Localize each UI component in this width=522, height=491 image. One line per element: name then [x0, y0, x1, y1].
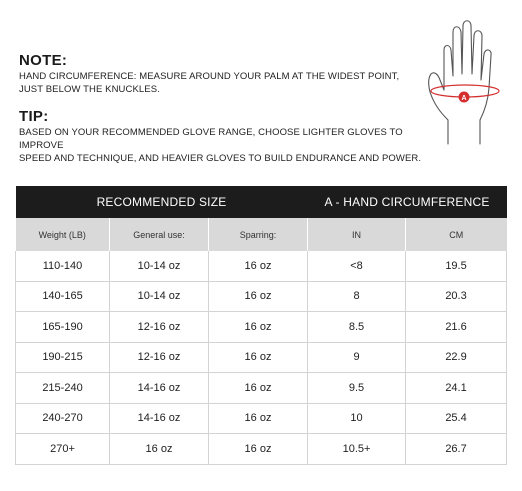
- table-row: [16, 281, 507, 312]
- in-cell: <8: [308, 251, 406, 281]
- in-cell: 10: [308, 403, 406, 434]
- cm-cell: 19.5: [406, 251, 507, 281]
- in-cell: 9.5: [308, 373, 406, 404]
- cm-cell: 25.4: [406, 403, 507, 434]
- column-header-general-use: General use:: [110, 218, 209, 251]
- recommended-size-header: RECOMMENDED SIZE: [16, 186, 308, 218]
- weight-cell: 240-270: [16, 403, 110, 434]
- tip-heading: TIP:: [19, 108, 49, 125]
- in-cell: 9: [308, 342, 406, 373]
- note-text: [19, 70, 419, 96]
- column-header-weight: Weight (LB): [16, 218, 110, 251]
- sparring-cell: 16 oz: [209, 342, 308, 373]
- tip-text: [19, 126, 429, 165]
- general-use-cell: 14-16 oz: [110, 403, 209, 434]
- cm-cell: 26.7: [406, 434, 507, 465]
- sparring-cell: 16 oz: [209, 312, 308, 343]
- general-use-cell: 10-14 oz: [110, 281, 209, 312]
- column-header-sparring: Sparring:: [209, 218, 308, 251]
- group-header-row: [16, 186, 507, 218]
- sparring-cell: 16 oz: [209, 373, 308, 404]
- weight-cell: 215-240: [16, 373, 110, 404]
- table-row: [16, 312, 507, 343]
- column-header-in: IN: [308, 218, 406, 251]
- tip-line: BASED ON YOUR RECOMMENDED GLOVE RANGE, CHOOSE LIGHTER GLOVES TO IMPROVE: [19, 127, 403, 151]
- cm-cell: 24.1: [406, 373, 507, 404]
- weight-cell: 140-165: [16, 281, 110, 312]
- cm-cell: 20.3: [406, 281, 507, 312]
- cm-cell: 22.9: [406, 342, 507, 373]
- table-row: [16, 251, 507, 281]
- glove-size-table: [15, 186, 507, 465]
- sparring-cell: 16 oz: [209, 251, 308, 281]
- general-use-cell: 14-16 oz: [110, 373, 209, 404]
- in-cell: 10.5+: [308, 434, 406, 465]
- note-line: JUST BELOW THE KNUCKLES.: [19, 84, 160, 95]
- weight-cell: 110-140: [16, 251, 110, 281]
- table-row: [16, 434, 507, 465]
- general-use-cell: 10-14 oz: [110, 251, 209, 281]
- weight-cell: 165-190: [16, 312, 110, 343]
- hand-measurement-icon: [426, 16, 506, 148]
- table-row: [16, 403, 507, 434]
- tip-line: SPEED AND TECHNIQUE, AND HEAVIER GLOVES TO BUILD ENDURANCE AND POWER.: [19, 153, 422, 164]
- sparring-cell: 16 oz: [209, 403, 308, 434]
- note-line: HAND CIRCUMFERENCE: MEASURE AROUND YOUR PALM AT THE WIDEST POINT,: [19, 71, 400, 82]
- sparring-cell: 16 oz: [209, 434, 308, 465]
- in-cell: 8.5: [308, 312, 406, 343]
- marker-label: A: [461, 95, 467, 102]
- sparring-cell: 16 oz: [209, 281, 308, 312]
- table-row: [16, 342, 507, 373]
- general-use-cell: 12-16 oz: [110, 312, 209, 343]
- table-row: [16, 373, 507, 404]
- general-use-cell: 16 oz: [110, 434, 209, 465]
- weight-cell: 270+: [16, 434, 110, 465]
- weight-cell: 190-215: [16, 342, 110, 373]
- cm-cell: 21.6: [406, 312, 507, 343]
- column-header-cm: CM: [406, 218, 507, 251]
- hand-outline: [429, 21, 491, 144]
- hand-circumference-header: A - HAND CIRCUMFERENCE: [308, 186, 507, 218]
- note-heading: NOTE:: [19, 52, 68, 69]
- in-cell: 8: [308, 281, 406, 312]
- general-use-cell: 12-16 oz: [110, 342, 209, 373]
- column-header-row: [16, 218, 507, 251]
